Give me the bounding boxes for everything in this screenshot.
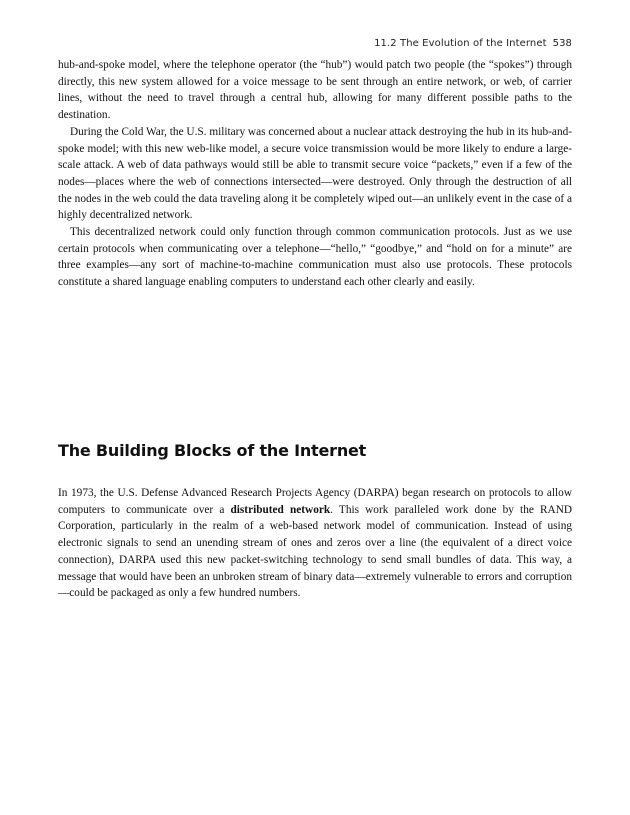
body-text-top xyxy=(58,57,572,291)
key-term-distributed-network: distributed network xyxy=(230,503,331,516)
paragraph-darpa-part2: . This work paralleled work done by the RAND Corporation, particularly in the realm of a web-based network model of communication. Instead of using electronic signals to send an unending stream of ones and zeros over a line (the equivalent of a direct voice connection), DARPA used this new packet-switching technology to send small bundles of data. This way, a message that would have been an unbroken stream of binary data—extremely vulnerable to errors and corruption—could be packaged as only a few hundred numbers. xyxy=(58,503,573,600)
paragraph-darpa-part1: In 1973, the U.S. Defense Advanced Research Projects Agency (DARPA) began research on protocols to allow computers to communicate over a xyxy=(58,487,572,516)
running-header-section: 11.2 The Evolution of the Internet xyxy=(374,38,547,49)
running-header xyxy=(374,38,572,49)
paragraph-protocols: This decentralized network could only function through common communication protocols. Just as we use certain protocols when communicating over a telephone—“hello,” “goodbye,” and “hold on for a minute” are three examples—any sort of machine-to-machine communication must also use protocols. These protocols constitute a shared language enabling computers to understand each other clearly and easily. xyxy=(58,226,572,289)
page-number: 538 xyxy=(552,38,572,49)
paragraph-continued: hub-and-spoke model, where the telephone operator (the “hub”) would patch two people (the “spokes”) through directly, this new system allowed for a voice message to be sent through an entire network, or web, of carrier lines, without the need to travel through a central hub, allowing for many different possible paths to the destination. xyxy=(58,59,572,122)
section-heading: The Building Blocks of the Internet xyxy=(58,441,367,460)
paragraph-cold-war: During the Cold War, the U.S. military was concerned about a nuclear attack destroying the hub in its hub-and-spoke model; with this new web-like model, a secure voice transmission would be more likely to endure a large-scale attack. A web of data pathways would still be able to transmit secure voice “packets,” even if a few of the nodes—places where the web of connections intersected—were destroyed. Only through the destruction of all the nodes in the web could the data traveling along it be completely wiped out—an unlikely event in the case of a highly decentralized network. xyxy=(58,125,572,222)
body-text-section xyxy=(58,485,572,602)
paragraph-darpa xyxy=(58,485,572,602)
